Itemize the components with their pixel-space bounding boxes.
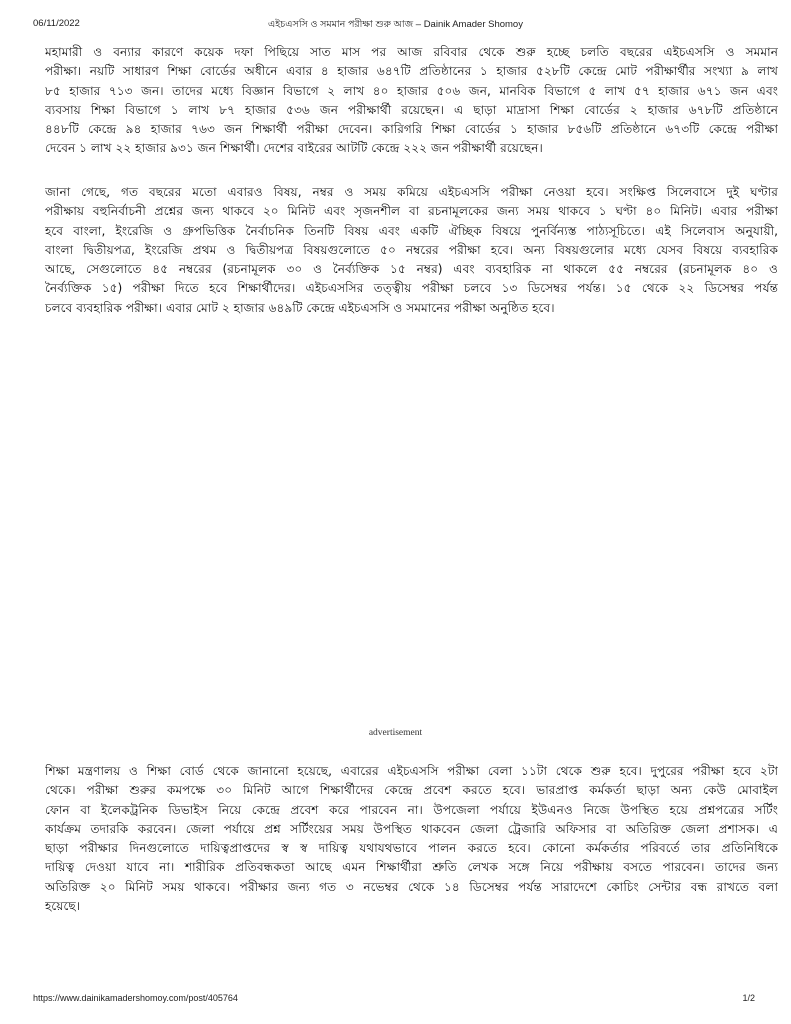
advertisement-label: advertisement (368, 728, 423, 738)
text-line: ছাড়া পরীক্ষার দিনগুলোতে দায়িত্বপ্রাপ্তদের স্ব স্ব দায়িত্ব যথাযথভাবে পালন করতে হবে। কোনো কর্মকর্তার পরিবর্তে তার প্রতিনিধিকে (45, 841, 778, 856)
text-line: দেবেন ১ লাখ ২২ হাজার ৯৩১ জন শিক্ষার্থী। দেশের বাইরের আটটি কেন্দ্রে ২২২ জন পরীক্ষার্থী রয়েছেন। (45, 141, 543, 156)
text-line: হয়েছে। (45, 899, 81, 914)
page-url: https://www.dainikamadershomoy.com/post/405764 (33, 993, 238, 1003)
text-line: আছে, সেগুলোতে ৪৫ নম্বরের (রচনামূলক ৩০ ও নৈর্ব্যক্তিক ১৫ নম্বর) এবং ব্যবহারিক না থাকলে ৫৫ নম্বরের (রচনামূলক ৪০ ও (45, 262, 778, 277)
text-line: জানা গেছে, গত বছরের মতো এবারও বিষয়, নম্বর ও সময় কমিয়ে এইচএসসি পরীক্ষা নেওয়া হবে। সংক্ষিপ্ত সিলেবাসে দুই ঘণ্টার (45, 185, 778, 199)
text-line: পরীক্ষায় বহুনির্বাচনী প্রশ্নের জন্য থাকবে ২০ মিনিট এবং সৃজনশীল বা রচনামূলকের জন্য সময় থাকবে ১ ঘণ্টা ৪০ মিনিট। এবার পরীক্ষা (45, 204, 778, 219)
print-header (0, 18, 791, 34)
text-line: মহামারী ও বন্যার কারণে কয়েক দফা পিছিয়ে সাত মাস পর আজ রবিবার থেকে শুরু হচ্ছে চলতি বছরের এইচএসসি ও সমমান (45, 45, 778, 59)
text-line: থেকে। পরীক্ষা শুরুর কমপক্ষে ৩০ মিনিট আগে শিক্ষার্থীদের কেন্দ্রে প্রবেশ করতে হবে। ভারপ্রাপ্ত কর্মকর্তা ছাড়া অন্য কেউ মোবাইল (45, 783, 778, 798)
text-line: ৮৫ হাজার ৭১৩ জন। তাদের মধ্যে বিজ্ঞান বিভাগে ২ লাখ ৪০ হাজার ৫০৬ জন, মানবিক বিভাগে ৫ লাখ ৫৭ হাজার ৬৭১ জন এবং (45, 83, 778, 98)
text-line: ৪৪৮টি কেন্দ্রে ৯৪ হাজার ৭৬৩ জন শিক্ষার্থী পরীক্ষা দেবেন। কারিগরি শিক্ষা বোর্ডের ১ হাজার ৮৫৬টি প্রতিষ্ঠানে ৬৭৩টি কেন্দ্রে পরীক্ষা (45, 122, 778, 137)
article-paragraph-2 (45, 183, 778, 318)
text-line: অতিরিক্ত ২০ মিনিট সময় থাকবে। পরীক্ষার জন্য গত ৩ নভেম্বর থেকে ১৪ ডিসেম্বর পর্যন্ত সারাদেশে কোচিং সেন্টার বন্ধ রাখতে বলা (45, 879, 778, 894)
print-date: 06/11/2022 (33, 18, 80, 29)
text-line: নৈর্ব্যক্তিক ১৫) পরীক্ষা দিতে হবে শিক্ষার্থীদের। এইচএসসির তত্ত্বীয় পরীক্ষা চলবে ১৩ ডিসেম্বর পর্যন্ত। ১৫ থেকে ২২ ডিসেম্বর পর্যন্ত (45, 281, 778, 296)
text-line: ব্যবসায় শিক্ষা বিভাগে ১ লাখ ৮৭ হাজার ৫৩৬ জন পরীক্ষার্থী রয়েছেন। এ ছাড়া মাদ্রাসা শিক্ষা বোর্ডের ২ হাজার ৬৭৮টি প্রতিষ্ঠানে (45, 102, 778, 117)
text-line: চলবে ব্যবহারিক পরীক্ষা। এবার মোট ২ হাজার ৬৪৯টি কেন্দ্রে এইচএসসি ও সমমানের পরীক্ষা অনুষ্ঠিত হবে। (45, 300, 555, 315)
text-line: দায়িত্ব দেওয়া যাবে না। শারীরিক প্রতিবন্ধকতা আছে এমন শিক্ষার্থীরা শ্রুতি লেখক সঙ্গে নিয়ে পরীক্ষায় বসতে পারবেন। তাদের জন্য (45, 860, 778, 875)
text-line: শিক্ষা মন্ত্রণালয় ও শিক্ষা বোর্ড থেকে জানানো হয়েছে, এবারের এইচএসসি পরীক্ষা বেলা ১১টা থেকে শুরু হবে। দুপুরের পরীক্ষা হবে ২টা (45, 764, 778, 778)
text-line: ফোন বা ইলেকট্রনিক ডিভাইস নিয়ে কেন্দ্রে প্রবেশ করে পারবেন না। উপজেলা পর্যায়ে ইউএনও নিজে উপস্থিত হয়ে প্রশ্নপত্রের সর্টিং (45, 802, 778, 817)
text-line: হবে বাংলা, ইংরেজি ও গ্রুপভিত্তিক নৈর্বাচনিক তিনটি বিষয় এবং একটি ঐচ্ছিক বিষয়ে পুনর্বিন্যস্ত পাঠ্যসূচিতে। এই সিলেবাস অনুযায়ী, (45, 223, 778, 238)
text-line: বাংলা দ্বিতীয়পত্র, ইংরেজি প্রথম ও দ্বিতীয়পত্র বিষয়গুলোতে ৫০ নম্বরের পরীক্ষা হবে। অন্য বিষয়গুলোর মধ্যে যেসব বিষয়ে ব্যবহারিক (45, 242, 778, 257)
article-paragraph-1 (45, 43, 778, 159)
article-paragraph-3 (45, 762, 778, 916)
page-number: 1/2 (742, 993, 755, 1003)
page-title: এইচএসসি ও সমমান পরীক্ষা শুরু আজ – Dainik Amader Shomoy (268, 19, 523, 30)
text-line: কার্যক্রম তদারকি করবেন। জেলা পর্যায়ে প্রশ্ন সর্টিংয়ের সময় উপস্থিত থাকবেন জেলা ট্রেজারি অফিসার বা অতিরিক্ত জেলা প্রশাসক। এ (45, 821, 778, 836)
text-line: পরীক্ষা। নয়টি সাধারণ শিক্ষা বোর্ডের অধীনে এবার ৪ হাজার ৬৪৭টি প্রতিষ্ঠানের ১ হাজার ৫২৮টি কেন্দ্রে মোট পরীক্ষার্থীর সংখ্যা ৯ লাখ (45, 64, 778, 79)
